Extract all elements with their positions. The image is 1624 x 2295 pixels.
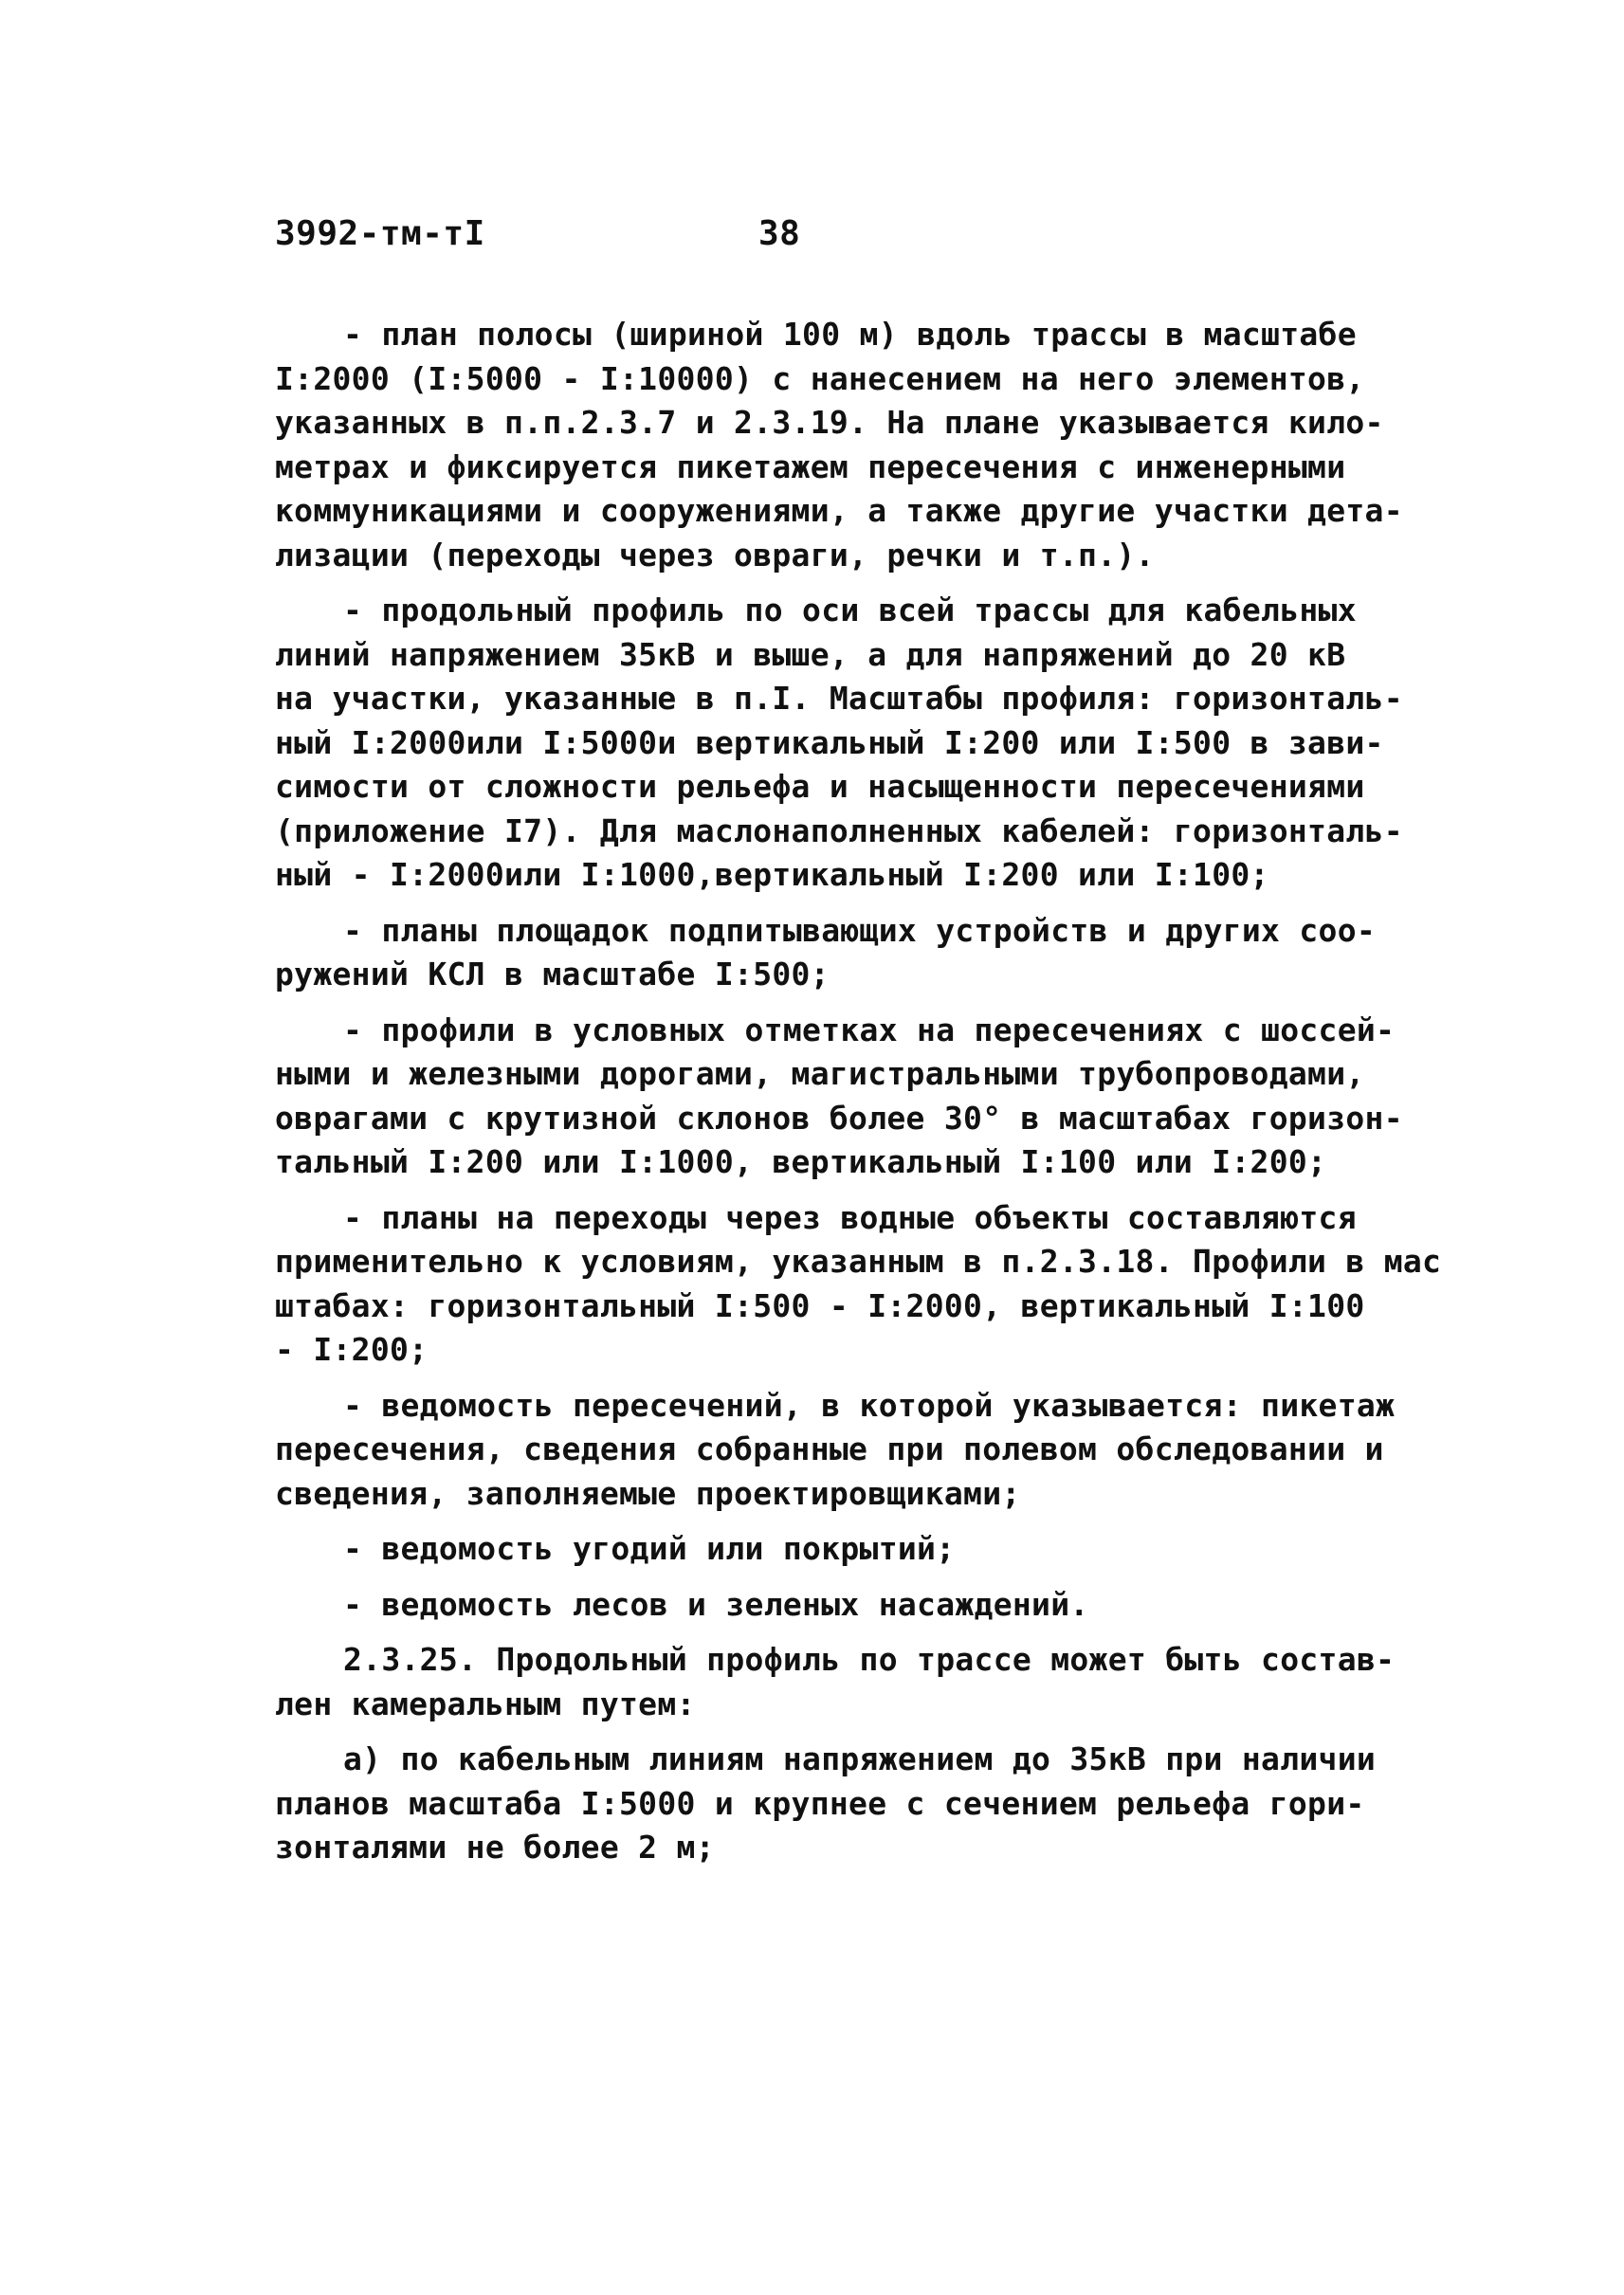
paragraph-forest-register (275, 1583, 1384, 1628)
text-line: а) по кабельным линиям напряжением до 35кВ при наличии (343, 1740, 1377, 1777)
text-line: I:2000 (I:5000 - I:10000) с нанесением на него элементов, (275, 359, 1365, 397)
document-code: 3992-тм-тI (275, 214, 485, 253)
paragraph-site-plans (275, 909, 1384, 997)
paragraph-plan-strip (275, 313, 1403, 577)
text-line: 2.3.25. Продольный профиль по трассе может быть состав- (343, 1641, 1396, 1678)
page-number: 38 (758, 214, 801, 253)
document-body (275, 313, 1442, 1882)
text-line: симости от сложности рельефа и насыщенности пересечениями (275, 768, 1365, 805)
text-line: применительно к условиям, указанным в п.2.3.18. Профили в мас (275, 1243, 1442, 1280)
text-line: - планы на переходы через водные объекты составляются (343, 1198, 1357, 1236)
text-line: планов масштаба I:5000 и крупнее с сечением рельефа гори- (275, 1784, 1365, 1822)
text-line: указанных в п.п.2.3.7 и 2.3.19. На плане указывается кило- (275, 404, 1384, 441)
text-line: - план полосы (шириной 100 м) вдоль трассы в масштабе (343, 316, 1357, 353)
text-line: ными и железными дорогами, магистральными трубопроводами, (275, 1055, 1365, 1092)
text-line: лизации (переходы через овраги, речки и т.п.). (275, 536, 1155, 574)
text-line: - планы площадок подпитывающих устройств и других соо- (343, 911, 1377, 949)
paragraph-longitudinal-profile (275, 589, 1403, 898)
text-line: - ведомость угодий или покрытий; (343, 1530, 956, 1567)
paragraph-crossings-register (275, 1384, 1396, 1517)
text-line: тальный I:200 или I:1000, вертикальный I:100 или I:200; (275, 1143, 1327, 1180)
text-line: лен камеральным путем: (275, 1685, 696, 1722)
text-line: линий напряжением 35кВ и выше, а для напряжений до 20 кВ (275, 635, 1346, 673)
text-line: - ведомость лесов и зеленых насаждений. (343, 1585, 1089, 1623)
paragraph-land-register (275, 1527, 1384, 1572)
text-line: метрах и фиксируется пикетажем пересечения с инженерными (275, 447, 1346, 485)
text-line: оврагами с крутизной склонов более 30° в масштабах горизон- (275, 1099, 1403, 1137)
paragraph-item-a (275, 1738, 1384, 1870)
text-line: (приложение I7). Для маслонаполненных кабелей: горизонталь- (275, 811, 1403, 849)
text-line: пересечения, сведения собранные при полевом обследовании и (275, 1430, 1384, 1467)
paragraph-section-2-3-25 (275, 1638, 1396, 1726)
text-line: - ведомость пересечений, в которой указывается: пикетаж (343, 1386, 1396, 1424)
paragraph-water-crossings (275, 1196, 1442, 1373)
text-line: - I:200; (275, 1331, 429, 1368)
text-line: зонталями не более 2 м; (275, 1829, 715, 1866)
text-line: ный - I:2000или I:1000,вертикальный I:200 или I:100; (275, 856, 1269, 893)
text-line: - профили в условных отметках на пересечениях с шоссей- (343, 1011, 1396, 1048)
text-line: - продольный профиль по оси всей трассы для кабельных (343, 592, 1357, 628)
text-line: ружений КСЛ в масштабе I:500; (275, 956, 830, 993)
paragraph-crossing-profiles (275, 1009, 1403, 1185)
text-line: ный I:2000или I:5000и вертикальный I:200 или I:500 в зави- (275, 723, 1384, 761)
text-line: штабах: горизонтальный I:500 - I:2000, вертикальный I:100 (275, 1286, 1365, 1324)
text-line: коммуникациями и сооружениями, а также другие участки дета- (275, 492, 1403, 529)
text-line: на участки, указанные в п.I. Масштабы профиля: горизонталь- (275, 680, 1403, 717)
text-line: сведения, заполняемые проектировщиками; (275, 1474, 1021, 1512)
